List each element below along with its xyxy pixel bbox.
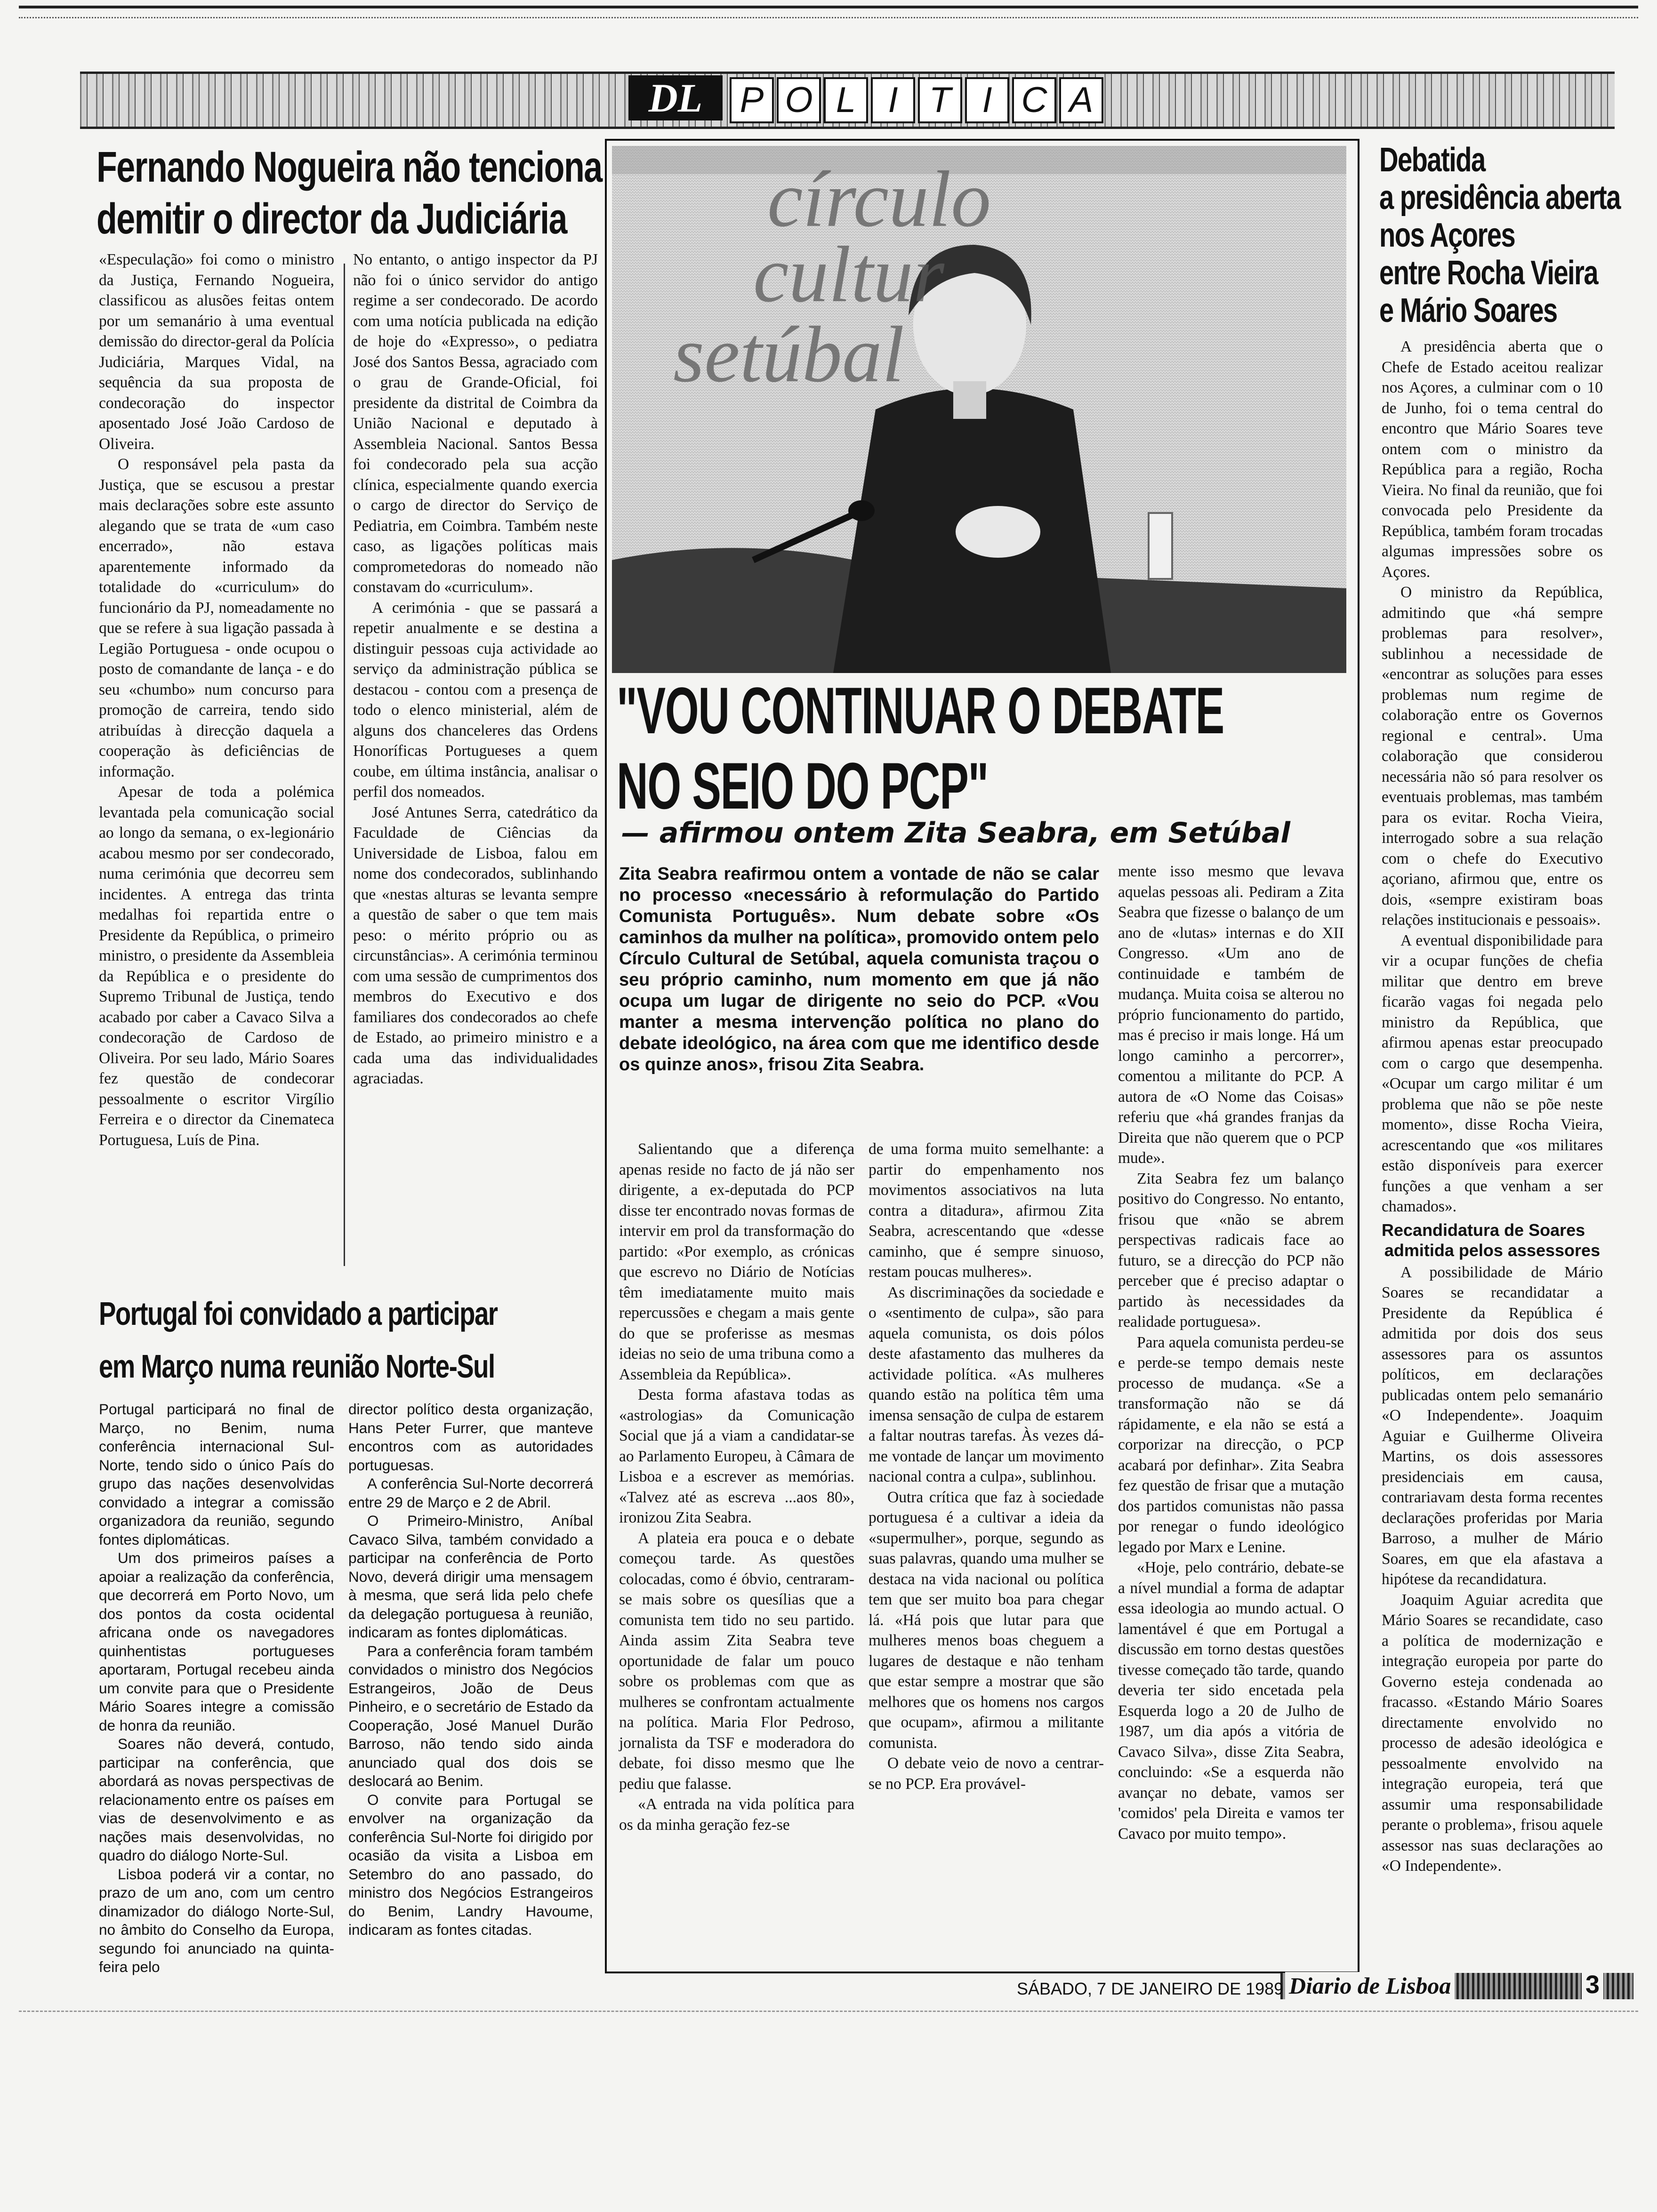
top-rule (19, 6, 1638, 18)
paragraph: O responsável pela pasta da Justiça, que se escusou a prestar mais declarações sobre este assunto alegando que se trata de «um caso encerrado», não estava aparentemente informado da totalidade do «curriculum» do funcionário da PJ, nomeadamente no que se refere à sua ligação passada à Legião Portuguesa - onde ocupou o posto de comandante de lança - e do seu «chumbo» num concurso para promoção de carreira, tendo sido atribuídas à direcção daquela a cooperação às deficiências de informação. (99, 456, 334, 780)
paragraph: Joaquim Aguiar acredita que Mário Soares se recandidate, caso a política de modernização e integração europeia por parte do Governo esteja condenada ao fracasso. «Estando Mário Soares directamente envolvido no processo de adesão ideológica e pessoalmente envolvido na integração europeia, terá que assumir uma responsabilidade perante o problema», frisou aquele assessor nas suas declarações ao «O Independente». (1382, 1591, 1603, 1875)
section-letter: C (1012, 77, 1056, 123)
seabra-col-3 (1118, 861, 1344, 1844)
section-letter: T (918, 77, 962, 123)
paragraph: Para aquela comunista perdeu-se e perde-se tempo demais neste processo de mudança. «Se a transformação não se dá rápidamente, e ela não se está a corporizar na direcção, o PCP acabará por definhar». Zita Seabra fez questão de frisar que a mutação dos partidos comunistas não passa por renegar o fundo ideológico legado por Marx e Lenine. (1118, 1333, 1344, 1556)
headline-line: em Março numa reunião Norte-Sul (99, 1348, 495, 1385)
headline-line: e Mário Soares (1379, 292, 1557, 329)
photo-illustration (612, 146, 1346, 673)
paragraph: O debate veio de novo a centrar-se no PCP. Era provável- (869, 1755, 1104, 1793)
subhead-line: Recandidatura de Soares (1382, 1220, 1585, 1240)
section-letter: A (1059, 77, 1103, 123)
headline-line: a presidência aberta (1379, 179, 1620, 216)
dl-logo: DL (628, 75, 723, 120)
headline-line: Fernando Nogueira não tenciona (97, 143, 602, 191)
nortesul-headline (99, 1287, 497, 1393)
acores-subhead (1382, 1220, 1603, 1260)
footer-date: SÁBADO, 7 DE JANEIRO DE 1989 (1017, 1979, 1284, 1998)
headline-line: entre Rocha Vieira (1379, 254, 1598, 292)
bottom-rule (19, 2011, 1638, 2012)
paragraph: José Antunes Serra, catedrático da Faculdade de Ciências da Universidade de Lisboa, falou em nome dos condecorados, sublinhando que «nestas alturas se levanta sempre a questão de saber o que tem mais peso: o mérito próprio ou as circunstâncias». A cerimónia terminou com uma sessão de cumprimentos dos membros do Executivo e dos familiares dos condecorados ao chefe de Estado, ao primeiro ministro e a cada uma das individualidades agraciadas. (353, 803, 598, 1087)
section-title (730, 77, 1103, 120)
headline-line: nos Açores (1379, 216, 1515, 254)
seabra-subhead: — afirmou ontem Zita Seabra, em Setúbal (621, 817, 1290, 850)
acores-col (1382, 337, 1603, 1876)
paragraph: As discriminações da sociedade e o «sentimento de culpa», são para aquela comunista, os dois pólos deste afastamento das mulheres da actividade política. «As mulheres quando estão na política têm uma imensa sensação de culpa de estarem a faltar noutras tarefas. Às vezes dá-me vontade de lançar um movimento nacional contra a culpa», sublinhou. (869, 1283, 1104, 1485)
paragraph: Outra crítica que faz à sociedade portuguesa é a cultivar a ideia da «supermulher», porque, segundo as suas palavras, quando uma mulher se destaca na vida nacional ou política tem que ser muito boa para chegar lá. «Há pois que lutar para que mulheres menos boas cheguem a lugares de destaque e não tenham que estar sempre a mostrar que são melhores que os homens nos cargos que ocupam», afirmou a militante comunista. (869, 1488, 1104, 1752)
paragraph: Portugal participará no final de Março, no Benim, numa conferência internacional Sul-Norte, tendo sido o único País do grupo das nações desenvolvidas convidado a integrar a comissão organizadora da reunião, segundo fontes diplomáticas. (99, 1401, 334, 1548)
paragraph: Salientando que a diferença apenas reside no facto de já não ser dirigente, a ex-deputada do PCP disse ter encontrado novas formas de intervir em prol da transformação do partido: «Por exemplo, as crónicas que escrevo no Diário de Notícias têm imediatamente muito mais repercussões e chegam a mais gente do que se proferisse as mesmas ideias no seio de uma tribuna como a Assembleia da República». (619, 1140, 854, 1383)
paragraph: de uma forma muito semelhante: a partir do empenhamento nos movimentos associativos na luta contra a ditadura», afirmou Zita Seabra, acrescentando que «desse caminho, que é sempre sinuoso, restam poucas mulheres». (869, 1140, 1104, 1281)
photo-banner-text: setúbal (673, 310, 905, 399)
paragraph: A plateia era pouca e o debate começou tarde. As questões colocadas, como é óbvio, centraram-se mais sobre os quesílias que a comunista tem tido no seu partido. Ainda assim Zita Seabra teve oportunidade de falar um pouco sobre os problemas com que as mulheres se confrontam actualmente na política. Maria Flor Pedroso, jornalista da TSF e moderadora do debate, foi disso mesmo que lhe pediu que falasse. (619, 1529, 854, 1793)
section-letter: O (777, 77, 821, 123)
paragraph: A cerimónia - que se passará a repetir anualmente e se destina a distinguir pessoas cuja actividade ao serviço da administração pública se destacou - contou com a presença de todo o elenco ministerial, além de alguns dos chanceleres das Ordens Honoríficas Portugueses a quem coube, em última instância, analisar o perfil dos nomeados. (353, 599, 598, 801)
seabra-col-1 (619, 1139, 854, 1835)
paragraph: Lisboa poderá vir a contar, no prazo de um ano, com um centro dinamizador do diálogo Norte-Sul, no âmbito do Conselho da Europa, segundo foi anunciado na quinta-feira pelo (99, 1865, 334, 1975)
headline-line: Debatida (1379, 141, 1485, 179)
subhead-line: admitida pelos assessores (1384, 1240, 1601, 1260)
seabra-headline (617, 673, 1224, 824)
section-letter: I (871, 77, 915, 123)
headline-line: demitir o director da Judiciária (97, 195, 567, 243)
nogueira-col-2 (353, 249, 598, 1089)
acores-headline (1379, 141, 1620, 329)
paragraph: Soares não deverá, contudo, participar na conferência, que abordará as novas perspectivas de relacionamento entre os países em vias de desenvolvimento e as nações mais desenvolvidas, no quadro do diálogo Norte-Sul. (99, 1735, 334, 1864)
section-letter: L (824, 77, 868, 123)
paragraph: A presidência aberta que o Chefe de Estado aceitou realizar nos Açores, a culminar com o 10 de Junho, foi o tema central do encontro que Mário Soares teve ontem com o ministro da República para a região, Rocha Vieira. No final da reunião, que foi convocada pelo Presidente da República, também foram trocadas algumas impressões sobre os Açores. (1382, 338, 1603, 581)
paragraph: O convite para Portugal se envolver na organização da conferência Sul-Norte foi dirigido por ocasião da visita a Lisboa em Setembro do ano passado, do ministro dos Negócios Estrangeiros do Benim, Landry Havoume, indicaram as fontes citadas. (348, 1791, 593, 1938)
paragraph: A conferência Sul-Norte decorrerá entre 29 de Março e 2 de Abril. (348, 1475, 593, 1511)
headline-line: NO SEIO DO PCP" (617, 749, 989, 823)
nogueira-col-1 (99, 249, 334, 1150)
seabra-photo (612, 146, 1346, 673)
paragraph: Para a conferência foram também convidados o ministro dos Negócios Estrangeiros, João de Deus Pinheiro, e o secretário de Estado da Cooperação, José Manuel Durão Barroso, não tendo sido ainda anunciado qual dos dois se deslocará ao Benim. (348, 1642, 593, 1789)
paragraph: mente isso mesmo que levava aquelas pessoas ali. Pediram a Zita Seabra que fizesse o balanço de um ano de «lutas» internas e do XII Congresso. «Um ano de continuidade e também de mudança. Muita coisa se alterou no próprio funcionamento do partido, mas é preciso ir mais longe. Há um longo caminho a percorrer», comentou a militante do PCP. A autora de «O Nome das Coisas» referiu que «há grandes franjas da Direita que não querem que o PCP mude». (1118, 863, 1344, 1167)
seabra-lead: Zita Seabra reafirmou ontem a vontade de não se calar no processo «necessário à reformulação do Partido Comunista Português». Num debate sobre «Os caminhos da mulher na política», promovido ontem pelo Círculo Cultural de Setúbal, aquela comunista traçou o seu próprio caminho, num momento em que já não ocupa um lugar de dirigente no seio do PCP. «Vou manter a mesma intervenção política no plano do debate ideológico, na área com que me identifico desde os quinze anos», frisou Zita Seabra. (619, 864, 1099, 1074)
paragraph: Zita Seabra fez um balanço positivo do Congresso. No entanto, frisou que «não se abrem perspectivas radicais face ao futuro, se a direcção do PCP não perceber que é preciso adaptar o partido às necessidades da realidade portuguesa». (1118, 1170, 1344, 1330)
nortesul-col-2 (348, 1400, 593, 1940)
photo-banner-text: cultur (753, 230, 945, 319)
paragraph: «Especulação» foi como o ministro da Justiça, Fernando Nogueira, classificou as alusões feitas ontem por um semanário à uma eventual demissão do director-geral da Polícia Judiciária, Marques Vidal, na sequência da sua proposta de condecoração do inspector aposentado José João Cardoso de Oliveira. (99, 251, 334, 453)
section-letter: P (730, 77, 774, 123)
nogueira-headline (97, 141, 602, 245)
paragraph: director político desta organização, Hans Peter Furrer, que manteve encontros com as autoridades portuguesas. (348, 1401, 593, 1474)
photo-banner-text: círculo (767, 155, 991, 243)
paragraph: A possibilidade de Mário Soares se recandidatar a Presidente da República é admitida por dois dos seus assessores para os assuntos políticos, em declarações publicadas ontem pelo semanário «O Independente». Joaquim Aguiar e Guilherme Oliveira Martins, os dois assessores presidenciais em causa, contrariavam desta forma recentes declarações proferidas por Maria Barroso, a mulher de Mário Soares, em que ela afastava a hipótese da recandidatura. (1382, 1263, 1603, 1588)
paragraph: «Hoje, pelo contrário, debate-se a nível mundial a forma de adaptar essa ideologia ao mundo actual. O lamentável é que em Portugal a discussão em torno destas questões tivesse começado tão tarde, quando deveria ter sido encetada pela Esquerda logo a 20 de Julho de 1987, um dia após a vitória de Cavaco Silva», disse Zita Seabra, concluindo: «Se a esquerda não avançar no debate, vamos ser 'comidos' pela Direita e vamos ter Cavaco por muito tempo». (1118, 1559, 1344, 1843)
paragraph: No entanto, o antigo inspector da PJ não foi o único servidor do antigo regime a ser condecorado. De acordo com uma notícia publicada na edição de hoje do «Expresso», o pediatra José dos Santos Bessa, agraciado com o grau de Grande-Oficial, foi presidente da distrital de Coimbra da União Nacional e deputado à Assembleia Nacional. Santos Bessa foi condecorado pela sua acção clínica, especialmente quando exercia o cargo de director do Serviço de Pediatria, em Coimbra. Também neste caso, as ligações políticas mais comprometedoras do nomeado não constavam do «curriculum». (353, 251, 598, 596)
paragraph: Um dos primeiros países a apoiar a realização da conferência, que decorrerá em Porto Novo, um dos pontos da costa ocidental africana onde os navegadores quinhentistas portugueses aportaram, Portugal recebeu ainda um convite para que o Presidente Mário Soares integre a comissão de honra da reunião. (99, 1549, 334, 1734)
headline-line: "VOU CONTINUAR O DEBATE (617, 673, 1224, 747)
paragraph: Desta forma afastava todas as «astrologias» da Comunicação Social que já a viam a candidatar-se ao Parlamento Europeu, à Câmara de Lisboa e a escrever as memórias. «Talvez até as escreva ...aos 80», ironizou Zita Seabra. (619, 1386, 854, 1526)
paragraph: O Primeiro-Ministro, Aníbal Cavaco Silva, também convidado a participar na conferência de Porto Novo, deverá dirigir uma mensagem à mesma, que será lida pelo chefe da delegação portuguesa à reunião, indicaram as fontes diplomáticas. (348, 1512, 593, 1641)
paragraph: O ministro da República, admitindo que «há sempre problemas para resolver», sublinhou a necessidade de «encontrar as soluções para esses problemas num regime de colaboração entre os Governos regional e central». Uma colaboração que considerou necessária não só para resolver os eventuais problemas, mas também para os evitar. Rocha Vieira, interrogado sobre a sua relação com o chefe do Executivo açoriano, afirmou que, entre os dois, «sempre existiram boas relações institucionais e pessoais». (1382, 584, 1603, 929)
page-number: 3 (1582, 1970, 1603, 1999)
newspaper-name: Diario de Lisboa (1285, 1972, 1455, 1999)
seabra-col-2 (869, 1139, 1104, 1794)
paragraph: Apesar de toda a polémica levantada pela comunicação social ao longo da semana, o ex-legionário acabou mesmo por ser condecorado, numa cerimónia que decorreu sem incidentes. A entrega das trinta medalhas foi repartida entre o Presidente da República, o primeiro ministro, o presidente da Assembleia da República e o presidente do Supremo Tribunal de Justiça, tendo acabado por caber a Cavaco Silva a condecoração de Cardoso de Oliveira. Por seu lado, Mário Soares fez questão de condecorar pessoalmente o escritor Virgílio Ferreira e o director da Cinemateca Portuguesa, Luís de Pina. (99, 783, 334, 1149)
paragraph: «A entrada na vida política para os da minha geração fez-se (619, 1795, 854, 1834)
nortesul-col-1 (99, 1400, 334, 1977)
headline-line: Portugal foi convidado a participar (99, 1295, 498, 1332)
section-letter: I (965, 77, 1009, 123)
paragraph: A eventual disponibilidade para vir a ocupar funções de chefia militar que dentro em breve ficarão vagas foi negada pelo ministro da República, que afirmou apenas estar preocupado com o cargo que desempenha. «Ocupar um cargo militar é um problema que não se põe neste momento», disse Rocha Vieira, acrescentando que «os militares estão disponíveis para exercer funções a que venham a ser chamados». (1382, 931, 1603, 1215)
column-rule (344, 264, 345, 1266)
